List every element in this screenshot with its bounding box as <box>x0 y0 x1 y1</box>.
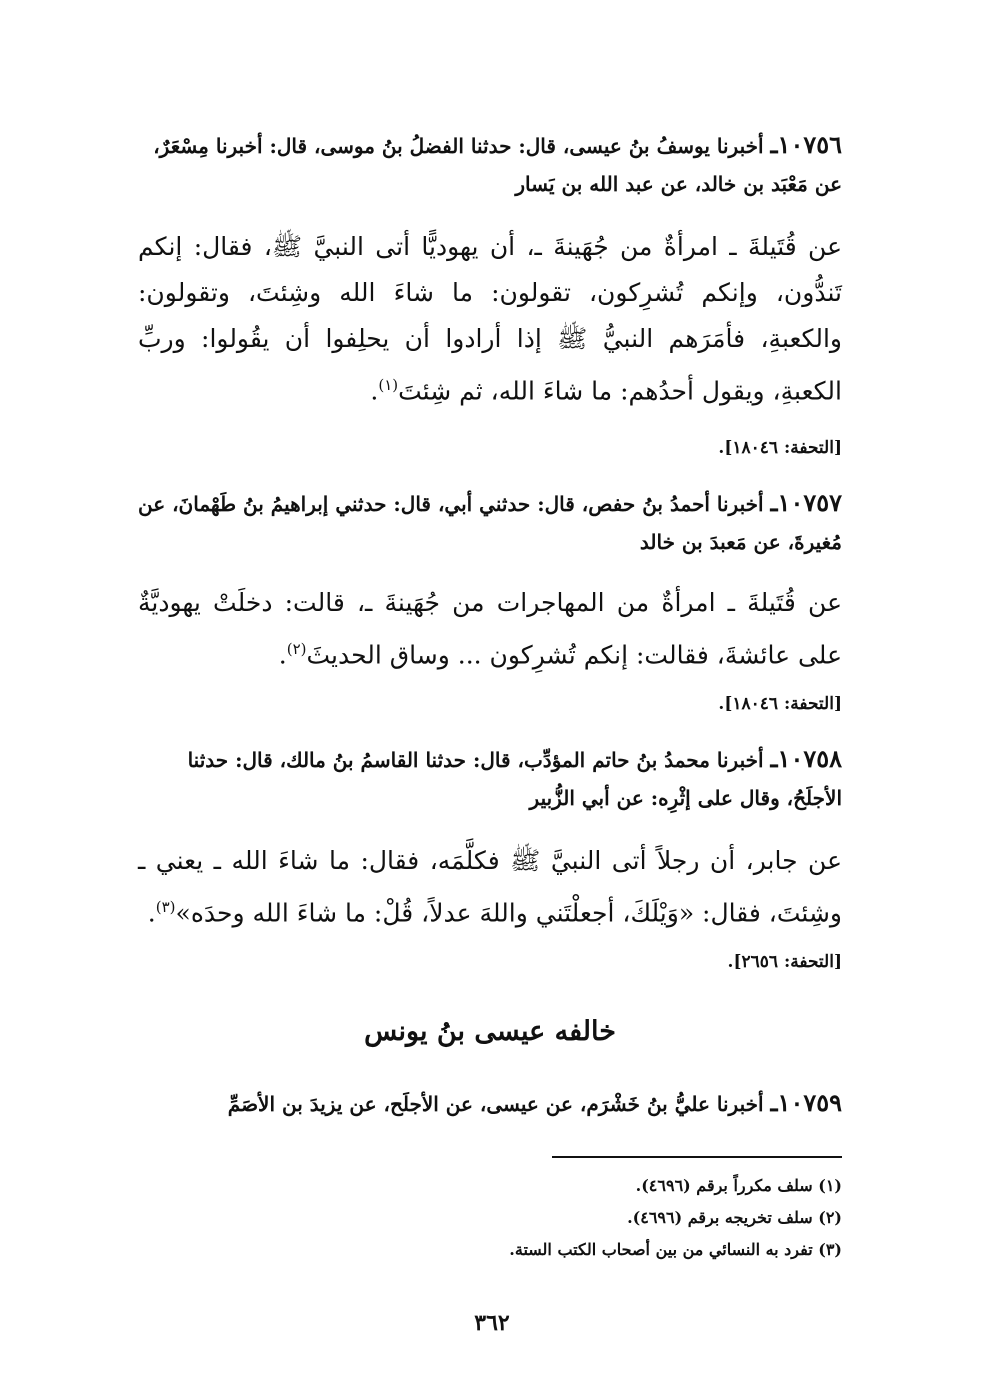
isnad-text: أخبرنا محمدُ بنُ حاتم المؤدِّب، قال: حدثنا القاسمُ بنُ مالك، قال: حدثنا الأجلَحُ، وقال على إثْرِه: عن أبي الزُّبير <box>187 748 842 810</box>
matn-end: . <box>370 376 379 406</box>
tuhfa-ref: [التحفة: ١٨٠٤٦]. <box>718 694 842 714</box>
isnad-text: أخبرنا أحمدُ بنُ حفص، قال: حدثني أبي، قال: حدثني إبراهيمُ بنُ طَهْمانَ، عن مُغيرةَ، عن مَعبدَ بن خالد <box>137 492 842 554</box>
hadith-10757-matn <box>138 580 842 678</box>
matn-text: عن جابر، أن رجلاً أتى النبيَّ ﷺ فكلَّمَه، فقال: ما شاءَ الله ـ يعني ـ وشِئتَ، فقال: «وَيْلَكَ، أجعلْتَني واللهَ عدلاً، قُلْ: ما شاءَ الله وحدَه» <box>138 846 842 928</box>
hadith-10756-isnad <box>138 126 842 203</box>
footnote-ref: (٣) <box>155 898 176 916</box>
hadith-number: ١٠٧٥٦ـ <box>770 130 842 159</box>
footnote-ref: (١) <box>378 376 399 394</box>
hadith-number: ١٠٧٥٩ـ <box>770 1088 842 1117</box>
footnote-1: (١) سلف مكرراً برقم (٤٦٩٦). <box>635 1176 842 1195</box>
matn-end: . <box>147 898 156 928</box>
tuhfa-ref: [التحفة: ٢٦٥٦]. <box>727 952 842 972</box>
footnote-2: (٢) سلف تخريجه برقم (٤٦٩٦). <box>627 1208 842 1227</box>
hadith-10758-matn <box>138 838 842 936</box>
hadith-10756-matn <box>138 224 842 414</box>
hadith-number: ١٠٧٥٨ـ <box>770 744 842 773</box>
matn-text: عن قُتَيلةَ ـ امرأةٌ من جُهَينةَ ـ، أن يهوديًّا أتى النبيَّ ﷺ، فقال: إنكم تَندُّون، وإنكم تُشرِكون، تقولون: ما شاءَ الله وشِئتَ، وتقولون: والكعبةِ، فأمَرَهم النبيُّ ﷺ إذا أرادوا أن يحلِفوا أن يقُولوا: وربِّ الكعبةِ، ويقول أحدُهم: ما شاءَ الله، ثم شِئتَ <box>138 232 842 406</box>
matn-text: عن قُتَيلةَ ـ امرأةٌ من المهاجرات من جُهَينةَ ـ، قالت: دخلَتْ يهوديَّةٌ على عائشةَ، فقالت: إنكم تُشرِكون ... وساق الحديثَ <box>138 588 842 670</box>
section-heading: خالفه عيسى بنُ يونس <box>364 1016 616 1047</box>
hadith-10757-isnad <box>138 484 842 561</box>
isnad-text: أخبرنا عليُّ بنُ خَشْرَم، عن عيسى، عن الأجلَح، عن يزيدَ بن الأصَمِّ <box>227 1092 764 1116</box>
hadith-10759-isnad <box>138 1084 842 1123</box>
hadith-10758-isnad <box>138 740 842 817</box>
footnote-3: (٣) تفرد به النسائي من بين أصحاب الكتب الستة. <box>509 1240 842 1259</box>
footnote-separator <box>552 1156 842 1158</box>
isnad-text: أخبرنا يوسفُ بنُ عيسى، قال: حدثنا الفضلُ بنُ موسى، قال: أخبرنا مِسْعَرٌ، عن مَعْبَد بن خالد، عن عبد الله بن يَسار <box>153 134 842 196</box>
matn-end: . <box>278 640 287 670</box>
page-number: ٣٦٢ <box>474 1310 510 1336</box>
tuhfa-ref: [التحفة: ١٨٠٤٦]. <box>718 438 842 458</box>
hadith-number: ١٠٧٥٧ـ <box>770 488 842 517</box>
footnote-ref: (٢) <box>286 640 307 658</box>
